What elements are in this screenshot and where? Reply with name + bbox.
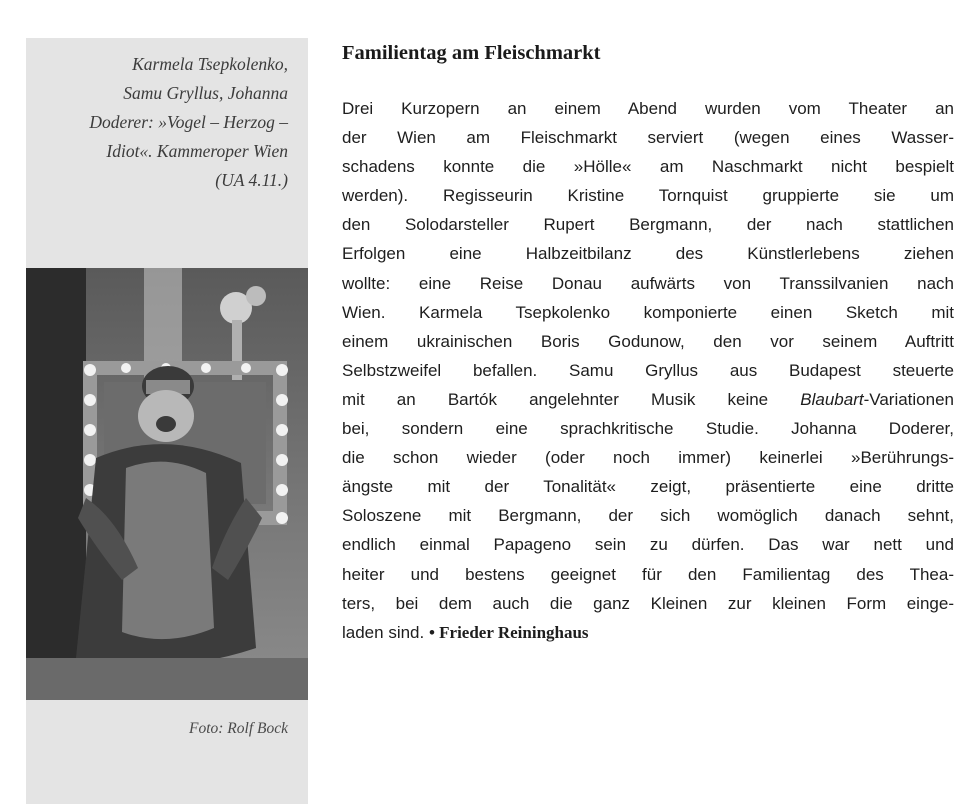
caption-line: Samu Gryllus, Johanna: [123, 83, 288, 103]
caption-line: Karmela Tsepkolenko,: [132, 54, 288, 74]
photo-caption: [26, 50, 288, 195]
caption-line: Idiot«. Kammeroper Wien: [106, 141, 288, 161]
body-line: werden). Regisseurin Kristine Tornquist gruppierte sie um: [342, 186, 954, 206]
stage-photo: [26, 268, 308, 700]
body-line: schadens konnte die »Hölle« am Naschmarkt nicht bespielt: [342, 157, 954, 177]
body-line: Wien. Karmela Tsepkolenko komponierte einen Sketch mit: [342, 302, 954, 322]
body-line: ängste mit der Tonalität« zeigt, präsentierte eine dritte: [342, 477, 954, 497]
stage-photo-image: [26, 268, 308, 700]
body-line: Selbstzweifel befallen. Samu Gryllus aus Budapest steuerte: [342, 360, 954, 380]
body-line: bei, sondern eine sprachkritische Studie. Johanna Doderer,: [342, 419, 954, 439]
body-line: der Wien am Fleischmarkt serviert (wegen eines Wasser-: [342, 128, 954, 148]
body-line: Drei Kurzopern an einem Abend wurden vom Theater an: [342, 99, 954, 118]
body-line: ters, bei dem auch die ganz Kleinen zur kleinen Form einge-: [342, 593, 954, 613]
body-line-italic-work: [342, 385, 954, 414]
article-body: [342, 94, 954, 647]
italic-work-suffix: -Variationen: [863, 389, 954, 409]
author-byline: • Frieder Reininghaus: [428, 622, 589, 642]
body-line: wollte: eine Reise Donau aufwärts von Transsilvanien nach: [342, 273, 954, 293]
article-title: Familientag am Fleischmarkt: [342, 42, 601, 64]
body-line-last: [342, 618, 954, 647]
italic-work-title: Blaubart: [800, 389, 864, 409]
body-line: heiter und bestens geeignet für den Familientag des Thea-: [342, 564, 954, 584]
caption-line: Doderer: »Vogel – Herzog –: [89, 112, 288, 132]
body-text: laden sind.: [342, 622, 429, 642]
body-line: den Solodarsteller Rupert Bergmann, der nach stattlichen: [342, 215, 954, 235]
body-text: mit an Bartók angelehnter Musik keine: [342, 389, 801, 409]
body-line: die schon wieder (oder noch immer) keinerlei »Berührungs-: [342, 448, 954, 468]
body-line: einem ukrainischen Boris Godunow, den vor seinem Auftritt: [342, 331, 954, 351]
body-line: endlich einmal Papageno sein zu dürfen. Das war nett und: [342, 535, 954, 555]
body-line: Erfolgen eine Halbzeitbilanz des Künstlerlebens ziehen: [342, 244, 954, 264]
body-line: Soloszene mit Bergmann, der sich womöglich danach sehnt,: [342, 506, 954, 526]
photo-credit: Foto: Rolf Bock: [189, 720, 288, 737]
caption-line: (UA 4.11.): [215, 170, 288, 190]
